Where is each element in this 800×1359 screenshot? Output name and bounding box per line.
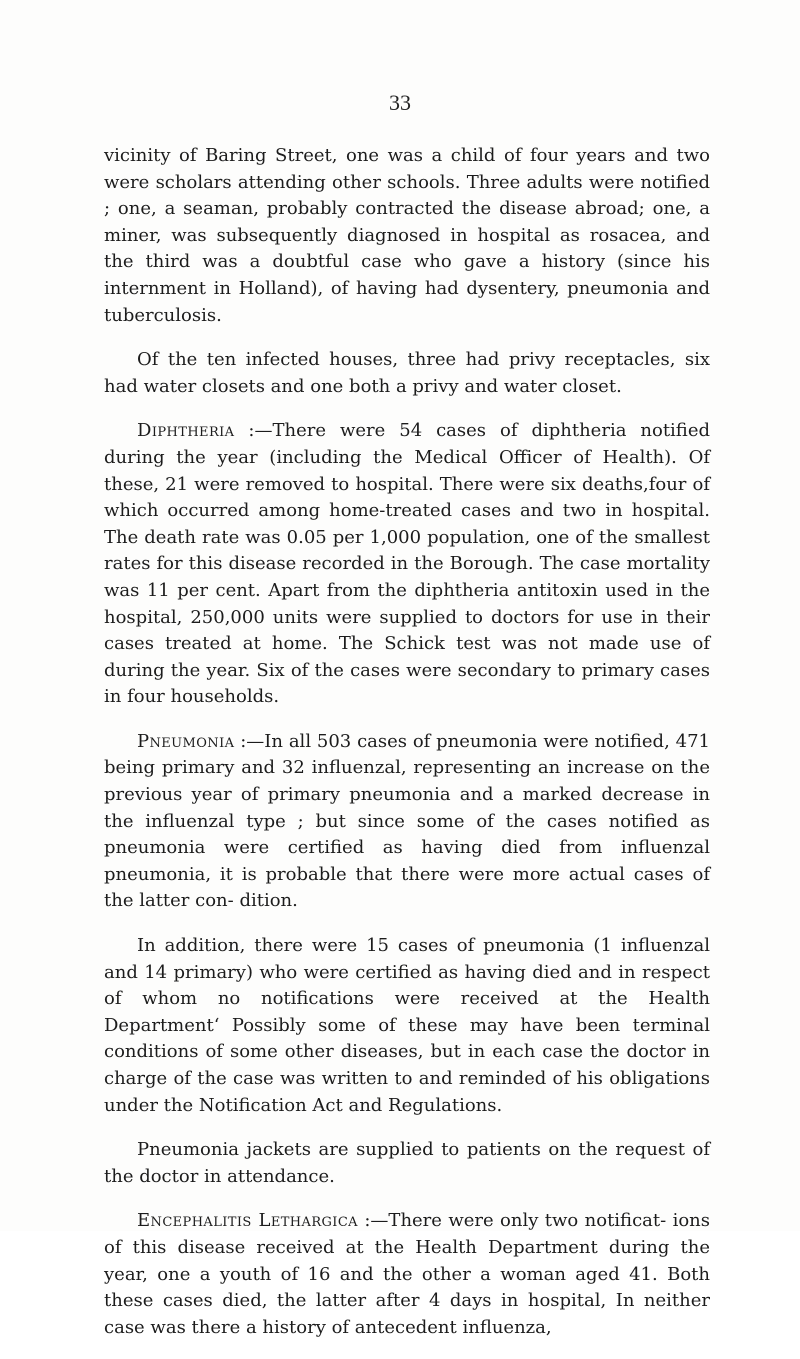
paragraph-diphtheria (104, 418, 710, 711)
page-number: 33 (389, 90, 411, 115)
pneumonia-text: :—In all 503 cases of pneumonia were notified, 471 being primary and 32 influenzal, representing an increase on the previous year of primary pneumonia and a marked decrease in the influenzal type ; but since some of the cases notified as pneumonia were certified as having died from influenzal pneumonia, it is probable that there were more actual cases of the latter con- dition. (104, 730, 710, 912)
paragraph-pneumonia (104, 729, 710, 915)
paragraph-pneumonia-jackets: Pneumonia jackets are supplied to patients on the request of the doctor in attendance. (104, 1139, 710, 1187)
pneumonia-heading: Pneumonia (137, 730, 235, 752)
paragraph-pneumonia-additional: In addition, there were 15 cases of pneumonia (1 influenzal and 14 primary) who were certified as having died and in respect of whom no notifications were received at the Health Departmentʻ Possibly some of these may have been terminal conditions of some other diseases, but in each case the doctor in charge of the case was written to and reminded of his obligations under the Notification Act and Regulations. (104, 935, 710, 1116)
paragraph-baring-street: vicinity of Baring Street, one was a child of four years and two were scholars attending other schools. Three adults were notified ; one, a seaman, probably contracted the disease abroad; one, a miner, was subsequently diagnosed in hospital as rosacea, and the third was a doubtful case who gave a history (since his internment in Holland), of having had dysentery, pneumonia and tuberculosis. (104, 145, 710, 326)
encephalitis-heading: Encephalitis Lethargica (137, 1210, 358, 1232)
diphtheria-text: :—There were 54 cases of diphtheria notified during the year (including the Medical Officer of Health). Of these, 21 were removed to hospital. There were six deaths,four of which occurred among home-treated cases and two in hospital. The death rate was 0.05 per 1,000 population, one of the smallest rates for this disease recorded in the Borough. The case mortality was 11 per cent. Apart from the diphtheria antitoxin used in the hospital, 250,000 units were supplied to doctors for use in their cases treated at home. The Schick test was not made use of during the year. Six of the cases were secondary to primary cases in four households. (104, 420, 710, 708)
body-text (104, 143, 710, 1359)
encephalitis-text: :—There were only two notificat- ions of this disease received at the Health Department during the year, one a youth of 16 and the other a woman aged 41. Both these cases died, the latter after 4 days in hospital, In neither case was there a history of antecedent influenza, (104, 1210, 711, 1338)
paragraph-encephalitis (104, 1208, 710, 1341)
diphtheria-heading: Diphtheria (137, 420, 235, 442)
paragraph-infected-houses: Of the ten infected houses, three had privy receptacles, six had water closets and one both a privy and water closet. (104, 349, 710, 397)
